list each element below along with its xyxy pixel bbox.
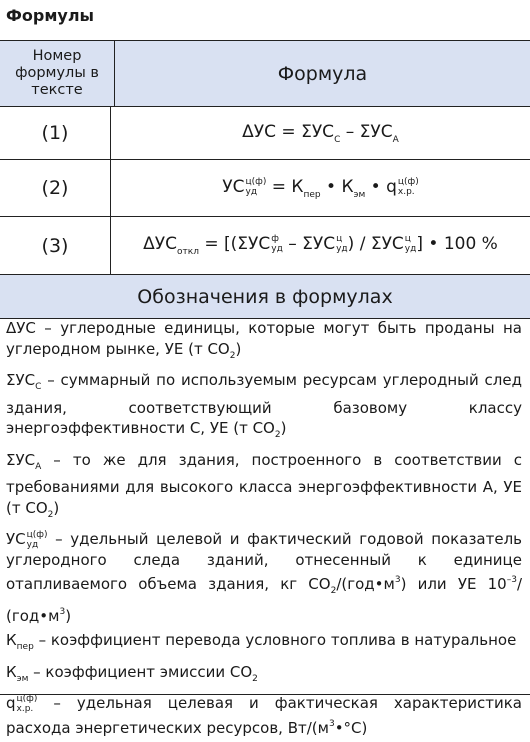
header-formula-number: Номер формулы в тексте	[0, 41, 115, 106]
table-row	[0, 107, 530, 160]
section-title: Формулы	[6, 6, 95, 25]
definitions-list	[6, 318, 522, 742]
formula-table	[0, 40, 530, 319]
formula-2: УС ц(ф) уд = $К_{пер}$ • $К_{эм}$ • q ц(ф) х.р.	[222, 176, 419, 200]
definition-item: q ц(ф) х.р. – удельная целевая и фактическая характеристика расхода энергетических ресурсов, $Вт/(м^3•^\circ С)$	[6, 693, 522, 737]
definition-item: УС ц(ф) уд – удельный целевой и фактический годовой показатель углеродного следа зданий, отнесенный к единице отапливаемого объема здания, кг $СО_2/(год•м^3)$ или УЕ $10^{-3}/$ $(год•м^3)$	[6, 529, 522, 625]
formula-number: (2)	[0, 160, 111, 216]
bottom-divider	[0, 694, 530, 695]
header-formula: Формула	[277, 62, 368, 85]
definition-item: $\Sigma УС_С$ – суммарный по используемым ресурсам углеродный след здания, соответствующий базовому классу энергоэффективности С, УЕ (т $СО_2$)	[6, 371, 522, 440]
formula-number: (1)	[0, 107, 111, 159]
table-row	[0, 217, 530, 275]
formula-1: $\Delta УС = \Sigma УС_С - \Sigma УС_А$	[242, 121, 399, 145]
definition-item: ΔУС – углеродные единицы, которые могут быть проданы на углеродном рынке, УЕ (т $СО_2$)	[6, 319, 522, 361]
definition-item: $К_{пер}$ – коэффициент перевода условного топлива в натуральное	[6, 631, 517, 652]
formula-3: $\Delta УС_{откл} = [(\Sigma УС$ ф уд – ΣУС ц уд ) / ΣУС ц уд ] • 100 %	[143, 234, 498, 257]
table-header-row	[0, 41, 530, 107]
definition-item: $К_{эм}$ – коэффициент эмиссии $СО_2$	[6, 662, 258, 684]
table-row	[0, 160, 530, 217]
definition-item: $\Sigma УС_А$ – то же для здания, построенного в соответствии с требованиями для высокого класса энергоэффективности А, УЕ (т $СО_2$)	[6, 450, 522, 520]
legend-heading: Обозначения в формулах	[0, 275, 530, 319]
formula-number: (3)	[0, 217, 111, 274]
